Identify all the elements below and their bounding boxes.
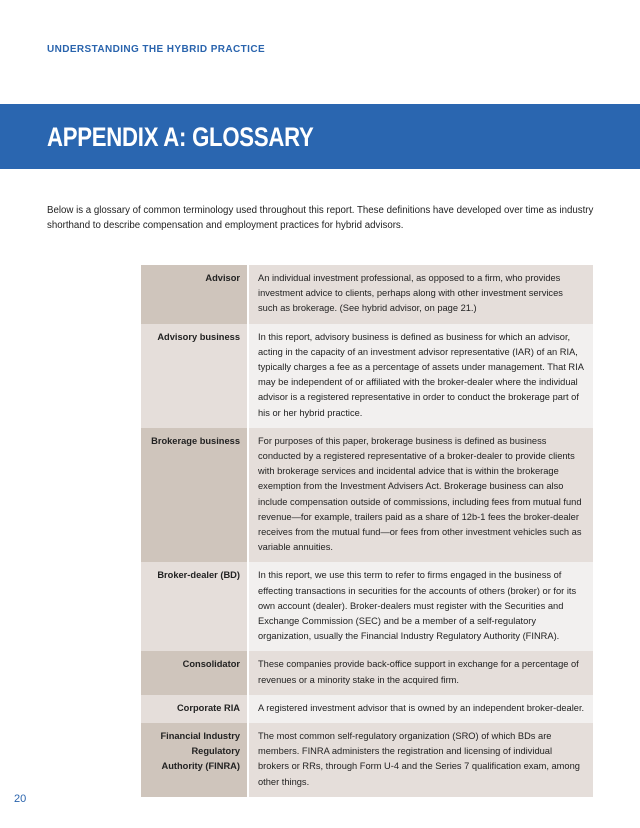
glossary-term: Financial Industry Regulatory Authority (FINRA) [141,723,248,797]
glossary-row-advisory-business [141,324,593,428]
glossary-definition: In this report, advisory business is defined as business for which an advisor, acting in the capacity of an investment advisor representative (IAR) of an RIA, typically charges a fee as a percentage of assets under management. That RIA may be independent of or affiliated with the broker-dealer where the individual advisor is a registered representative in order to conduct the brokerage part of his or her hybrid practice. [248,324,593,428]
glossary-term: Advisory business [141,324,248,428]
appendix-banner [0,104,640,169]
glossary-term: Consolidator [141,651,248,694]
glossary-definition: A registered investment advisor that is owned by an independent broker-dealer. [248,695,593,723]
glossary-term: Advisor [141,265,248,324]
glossary-definition: The most common self-regulatory organization (SRO) of which BDs are members. FINRA administers the registration and licensing of individual brokers or RRs, through Form U-4 and the Series 7 qualification exam, among other things. [248,723,593,797]
glossary-term: Broker-dealer (BD) [141,562,248,651]
page-title: APPENDIX A: GLOSSARY [47,122,314,152]
glossary-row-brokerage-business [141,428,593,563]
running-header: UNDERSTANDING THE HYBRID PRACTICE [47,44,266,55]
glossary-row-consolidator [141,651,593,694]
page-number: 20 [14,793,27,805]
glossary-definition: An individual investment professional, as opposed to a firm, who provides investment advice to clients, perhaps along with other investment services such as brokerage. (See hybrid advisor, on page 21.) [248,265,593,324]
glossary-definition: For purposes of this paper, brokerage business is defined as business conducted by a registered representative of a broker-dealer to provide clients with brokerage services and incidental advice that is within the brokerage exemption from the Investment Advisers Act. Brokerage business can also include compensation outside of commissions, including fees from mutual fund revenue—for example, trailers paid as a share of 12b-1 fees the broker-dealer receives from the mutual fund—or fees from other investment vehicles such as variable annuities. [248,428,593,563]
glossary-row-corporate-ria [141,695,593,723]
glossary-row-finra [141,723,593,797]
glossary-row-advisor [141,265,593,324]
glossary-row-broker-dealer [141,562,593,651]
glossary-table [141,265,593,797]
glossary-definition: In this report, we use this term to refer to firms engaged in the business of effecting transactions in securities for the accounts of others (broker) or for its own account (dealer). Broker-dealers must register with the Securities and Exchange Commission (SEC) and be a member of a self-regulatory organization, usually the Financial Industry Regulatory Authority (FINRA). [248,562,593,651]
glossary-term: Brokerage business [141,428,248,563]
intro-paragraph: Below is a glossary of common terminology used throughout this report. These definitions have developed over time as industry shorthand to describe compensation and employment practices for hybrid advisors. [47,205,594,231]
glossary-definition: These companies provide back-office support in exchange for a percentage of revenues or a minority stake in the acquired firm. [248,651,593,694]
glossary-term: Corporate RIA [141,695,248,723]
